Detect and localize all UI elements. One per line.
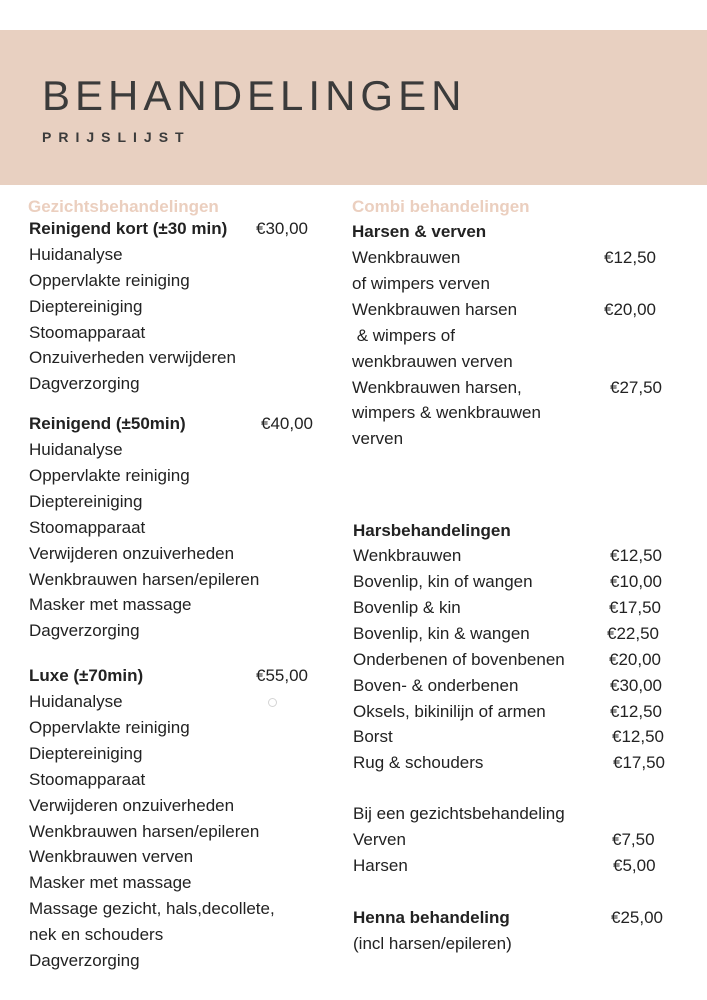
section-title-combi: Combi behandelingen [352, 197, 530, 216]
list-item: Dagverzorging [29, 621, 140, 640]
price-row-price: €10,00 [610, 572, 662, 591]
list-item: Masker met massage [29, 873, 192, 892]
treatment-name: Reinigend kort (±30 min) [29, 219, 228, 238]
price-row-name: Borst [353, 727, 393, 746]
list-item: Dieptereiniging [29, 297, 143, 316]
list-item: Oppervlakte reiniging [29, 466, 190, 485]
list-item: Wenkbrauwen harsen/epileren [29, 822, 260, 841]
list-item: Huidanalyse [29, 692, 123, 711]
price-row-name: Wenkbrauwen [353, 546, 462, 565]
list-item: Wenkbrauwen harsen/epileren [29, 570, 260, 589]
price-row-name: Verven [353, 830, 406, 849]
price-row-price: €12,50 [610, 546, 662, 565]
price-row-name: Harsen [353, 856, 408, 875]
price-row-name: Bovenlip, kin of wangen [353, 572, 533, 591]
section-title-hars: Harsbehandelingen [353, 521, 511, 540]
price-row-price: €17,50 [613, 753, 665, 772]
list-item: Verwijderen onzuiverheden [29, 796, 235, 815]
combi-line: wimpers & wenkbrauwen [352, 403, 541, 422]
combi-line: verven [352, 429, 404, 448]
list-item: Stoomapparaat [29, 518, 146, 537]
combi-line: Wenkbrauwen [352, 248, 461, 267]
treatment-price: €40,00 [261, 414, 313, 433]
combi-line: Wenkbrauwen harsen, [352, 378, 522, 397]
combi-price: €20,00 [604, 300, 656, 319]
treatment-price: €30,00 [256, 219, 308, 238]
price-row-price: €17,50 [609, 598, 661, 617]
henna-price: €25,00 [611, 908, 663, 927]
henna-note: (incl harsen/epileren) [353, 934, 512, 953]
list-item: nek en schouders [29, 925, 164, 944]
price-row-price: €20,00 [609, 650, 661, 669]
list-item: Dieptereiniging [29, 492, 143, 511]
circle-mark [268, 698, 277, 707]
list-item: Wenkbrauwen verven [29, 847, 194, 866]
list-item: Huidanalyse [29, 245, 123, 264]
page-title: BEHANDELINGEN [42, 72, 467, 119]
henna-name: Henna behandeling [353, 908, 510, 927]
list-item: Huidanalyse [29, 440, 123, 459]
list-item: Stoomapparaat [29, 770, 146, 789]
combi-line: of wimpers verven [352, 274, 490, 293]
list-item: Dagverzorging [29, 374, 140, 393]
price-row-name: Boven- & onderbenen [353, 676, 519, 695]
price-row-price: €12,50 [612, 727, 664, 746]
list-item: Oppervlakte reiniging [29, 271, 190, 290]
price-row-name: Onderbenen of bovenbenen [353, 650, 565, 669]
treatment-name: Reinigend (±50min) [29, 414, 186, 433]
list-item: Masker met massage [29, 595, 192, 614]
list-item: Massage gezicht, hals,decollete, [29, 899, 275, 918]
combi-price: €12,50 [604, 248, 656, 267]
combi-subtitle: Harsen & verven [352, 222, 487, 241]
price-row-price: €12,50 [610, 702, 662, 721]
combi-price: €27,50 [610, 378, 662, 397]
price-row-price: €22,50 [607, 624, 659, 643]
list-item: Onzuiverheden verwijderen [29, 348, 236, 367]
combi-line: Wenkbrauwen harsen [352, 300, 518, 319]
list-item: Dagverzorging [29, 951, 140, 970]
price-row-name: Bovenlip, kin & wangen [353, 624, 530, 643]
price-row-price: €7,50 [612, 830, 655, 849]
treatment-price: €55,00 [256, 666, 308, 685]
combi-line: & wimpers of [352, 326, 455, 345]
combi-line: wenkbrauwen verven [352, 352, 513, 371]
list-item: Oppervlakte reiniging [29, 718, 190, 737]
price-row-price: €5,00 [613, 856, 656, 875]
page-subtitle: PRIJSLIJST [42, 129, 191, 145]
price-row-name: Rug & schouders [353, 753, 484, 772]
section-title-bij: Bij een gezichtsbehandeling [353, 804, 565, 823]
section-title-gezicht: Gezichtsbehandelingen [28, 197, 219, 216]
list-item: Dieptereiniging [29, 744, 143, 763]
price-row-price: €30,00 [610, 676, 662, 695]
treatment-name: Luxe (±70min) [29, 666, 144, 685]
price-row-name: Bovenlip & kin [353, 598, 461, 617]
price-row-name: Oksels, bikinilijn of armen [353, 702, 546, 721]
list-item: Verwijderen onzuiverheden [29, 544, 235, 563]
list-item: Stoomapparaat [29, 323, 146, 342]
